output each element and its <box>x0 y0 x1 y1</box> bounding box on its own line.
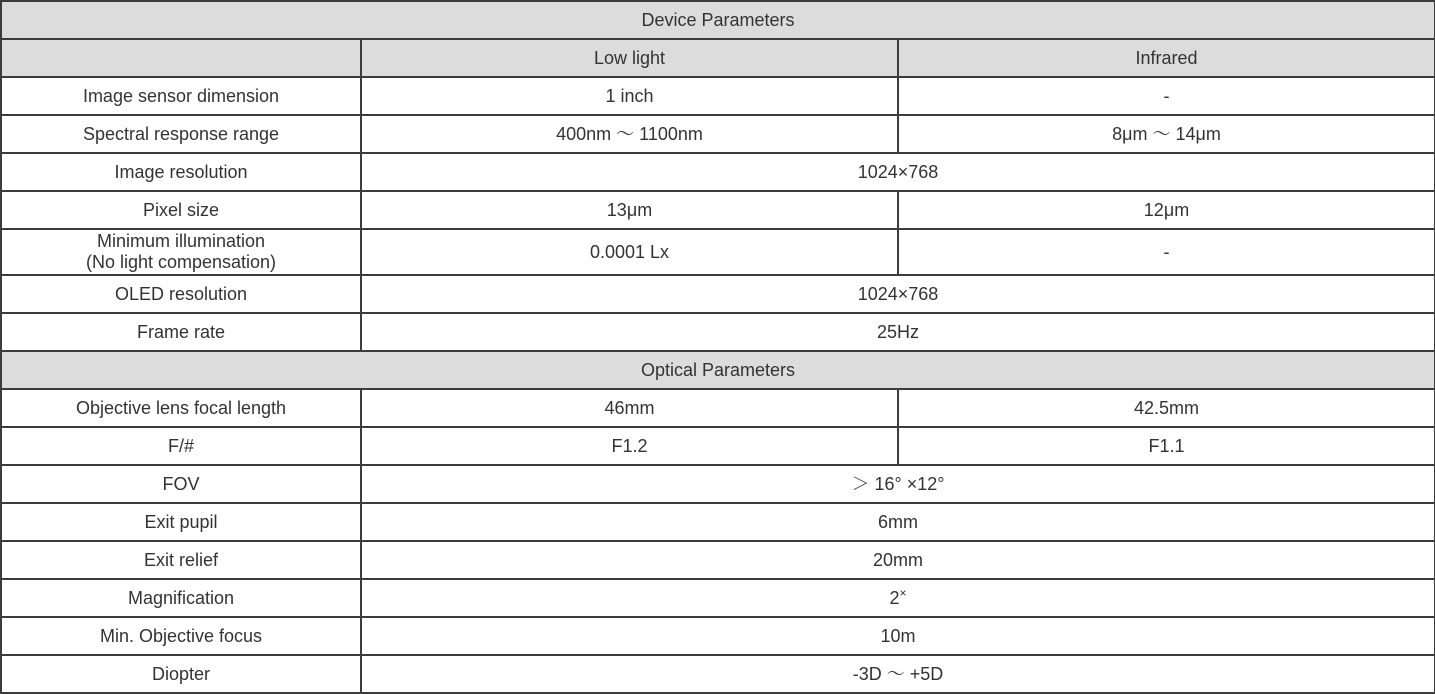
infrared-value: 8μm ～ 14μm <box>898 115 1435 153</box>
row-label: Diopter <box>1 655 361 693</box>
table-row <box>1 313 1435 351</box>
section-title: Optical Parameters <box>1 351 1435 389</box>
table-row <box>1 465 1435 503</box>
shared-value: 20mm <box>361 541 1435 579</box>
table-row <box>1 579 1435 617</box>
row-label: Exit pupil <box>1 503 361 541</box>
magnification-symbol: × <box>899 585 907 600</box>
row-label: Spectral response range <box>1 115 361 153</box>
row-label: Exit relief <box>1 541 361 579</box>
table-row <box>1 389 1435 427</box>
table-row <box>1 229 1435 275</box>
low-light-value: 46mm <box>361 389 898 427</box>
infrared-value: - <box>898 229 1435 275</box>
shared-value <box>361 579 1435 617</box>
table-row <box>1 617 1435 655</box>
infrared-value: F1.1 <box>898 427 1435 465</box>
shared-value: 1024×768 <box>361 275 1435 313</box>
shared-value: 6mm <box>361 503 1435 541</box>
table-row <box>1 115 1435 153</box>
infrared-value: 42.5mm <box>898 389 1435 427</box>
table-row <box>1 191 1435 229</box>
column-header-row <box>1 39 1435 77</box>
section-header-optical <box>1 351 1435 389</box>
shared-value: 1024×768 <box>361 153 1435 191</box>
section-header-device <box>1 1 1435 39</box>
row-label: FOV <box>1 465 361 503</box>
row-label: Image sensor dimension <box>1 77 361 115</box>
section-title: Device Parameters <box>1 1 1435 39</box>
table-row <box>1 541 1435 579</box>
table-row <box>1 427 1435 465</box>
shared-value: 25Hz <box>361 313 1435 351</box>
column-header-empty <box>1 39 361 77</box>
row-label: Objective lens focal length <box>1 389 361 427</box>
infrared-value: - <box>898 77 1435 115</box>
column-header-infrared: Infrared <box>898 39 1435 77</box>
table-row <box>1 655 1435 693</box>
infrared-value: 12μm <box>898 191 1435 229</box>
low-light-value: 13μm <box>361 191 898 229</box>
row-label-line: Minimum illumination <box>96 231 266 251</box>
row-label: Frame rate <box>1 313 361 351</box>
shared-value: -3D ～ +5D <box>361 655 1435 693</box>
row-label: Min. Objective focus <box>1 617 361 655</box>
row-label <box>1 229 361 275</box>
table-row <box>1 503 1435 541</box>
row-label: OLED resolution <box>1 275 361 313</box>
row-label: Pixel size <box>1 191 361 229</box>
low-light-value: 0.0001 Lx <box>361 229 898 275</box>
magnification-number: 2 <box>889 587 900 608</box>
low-light-value: 400nm ～ 1100nm <box>361 115 898 153</box>
low-light-value: 1 inch <box>361 77 898 115</box>
row-label-line: (No light compensation) <box>85 252 277 272</box>
table-row <box>1 77 1435 115</box>
table-row <box>1 275 1435 313</box>
row-label: Magnification <box>1 579 361 617</box>
column-header-low-light: Low light <box>361 39 898 77</box>
shared-value: 10m <box>361 617 1435 655</box>
row-label: Image resolution <box>1 153 361 191</box>
row-label: F/# <box>1 427 361 465</box>
low-light-value: F1.2 <box>361 427 898 465</box>
table-row <box>1 153 1435 191</box>
shared-value: ＞ 16° ×12° <box>361 465 1435 503</box>
